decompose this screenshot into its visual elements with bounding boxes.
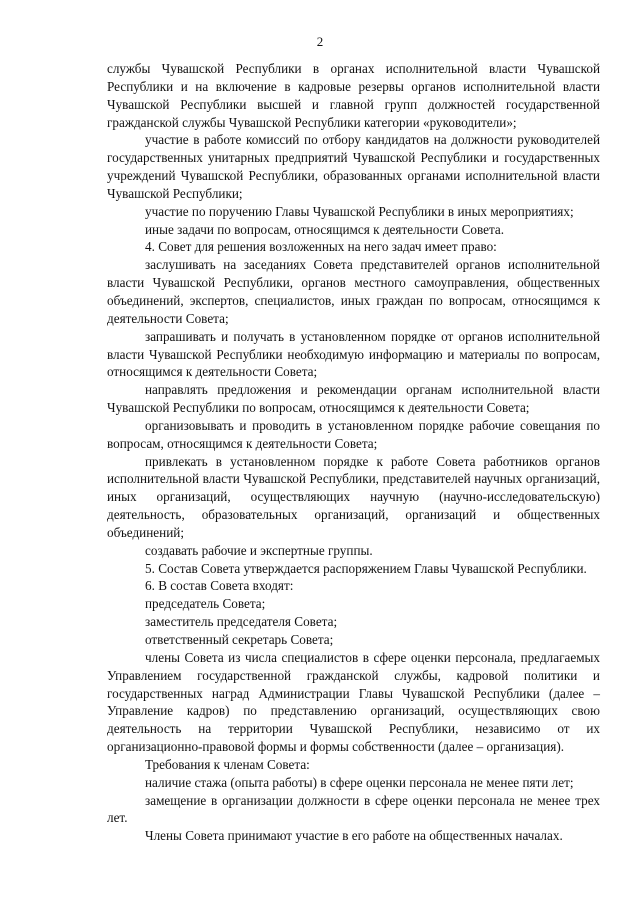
- paragraph: наличие стажа (опыта работы) в сфере оценки персонала не менее пяти лет;: [145, 774, 574, 790]
- paragraph: направлять предложения и рекомендации органам исполнительной власти Чувашской Республики по вопросам, относящимся к деятельности Совета;: [107, 382, 600, 416]
- page-number: 2: [316, 34, 324, 49]
- paragraph: участие по поручению Главы Чувашской Республики в иных мероприятиях;: [145, 203, 574, 219]
- paragraph: Требования к членам Совета:: [145, 756, 310, 772]
- paragraph: председатель Совета;: [145, 596, 266, 612]
- paragraph: участие в работе комиссий по отбору кандидатов на должности руководителей государственных унитарных предприятий Чувашской Республики и государственных учреждений Чувашской Республики, образованных органами исполнительной власти Чувашской Республики;: [107, 132, 600, 201]
- paragraph: организовывать и проводить в установленном порядке рабочие совещания по вопросам, относящимся к деятельности Совета;: [107, 417, 600, 451]
- paragraph-continued: службы Чувашской Республики в органах исполнительной власти Чувашской Республики и на включение в кадровые резервы органов исполнительной власти Чувашской Республики высшей и главной групп должностей государственной гражданской службы Чувашской Республики категории «руководители»;: [107, 61, 600, 130]
- section-heading-5: 5. Состав Совета утверждается распоряжением Главы Чувашской Республики.: [145, 560, 587, 576]
- paragraph: привлекать в установленном порядке к работе Совета работников органов исполнительной власти Чувашской Республики, представителей научных организаций, иных организаций, осуществляющих научную (научно-исследовательскую) деятельность, образовательных организаций, организаций и общественных объединений;: [107, 453, 600, 540]
- section-heading-6: 6. В состав Совета входят:: [145, 578, 294, 594]
- document-body: [107, 60, 600, 845]
- paragraph: иные задачи по вопросам, относящимся к деятельности Совета.: [145, 221, 505, 237]
- paragraph: ответственный секретарь Совета;: [145, 632, 334, 647]
- paragraph: члены Совета из числа специалистов в сфере оценки персонала, предлагаемых Управлением государственной гражданской службы, кадровой политики и государственных наград Администрации Главы Чувашской Республики (далее – Управление кадров) по представлению организаций, осуществляющих свою деятельность на территории Чувашской Республики, независимо от их организационно-правовой формы и формы собственности (далее – организация).: [107, 649, 600, 755]
- paragraph: заместитель председателя Совета;: [145, 614, 338, 630]
- paragraph: замещение в организации должности в сфере оценки персонала не менее трех лет.: [107, 792, 600, 826]
- paragraph: Члены Совета принимают участие в его работе на общественных началах.: [145, 828, 563, 844]
- paragraph: создавать рабочие и экспертные группы.: [145, 542, 373, 558]
- section-heading-4: 4. Совет для решения возложенных на него задач имеет право:: [145, 239, 497, 255]
- paragraph: запрашивать и получать в установленном порядке от органов исполнительной власти Чувашской Республики необходимую информацию и материалы по вопросам, относящимся к деятельности Совета;: [107, 328, 600, 380]
- paragraph: заслушивать на заседаниях Совета представителей органов исполнительной власти Чувашской Республики, органов местного самоуправления, общественных объединений, экспертов, специалистов, иных граждан по вопросам, относящимся к деятельности Совета;: [107, 257, 600, 326]
